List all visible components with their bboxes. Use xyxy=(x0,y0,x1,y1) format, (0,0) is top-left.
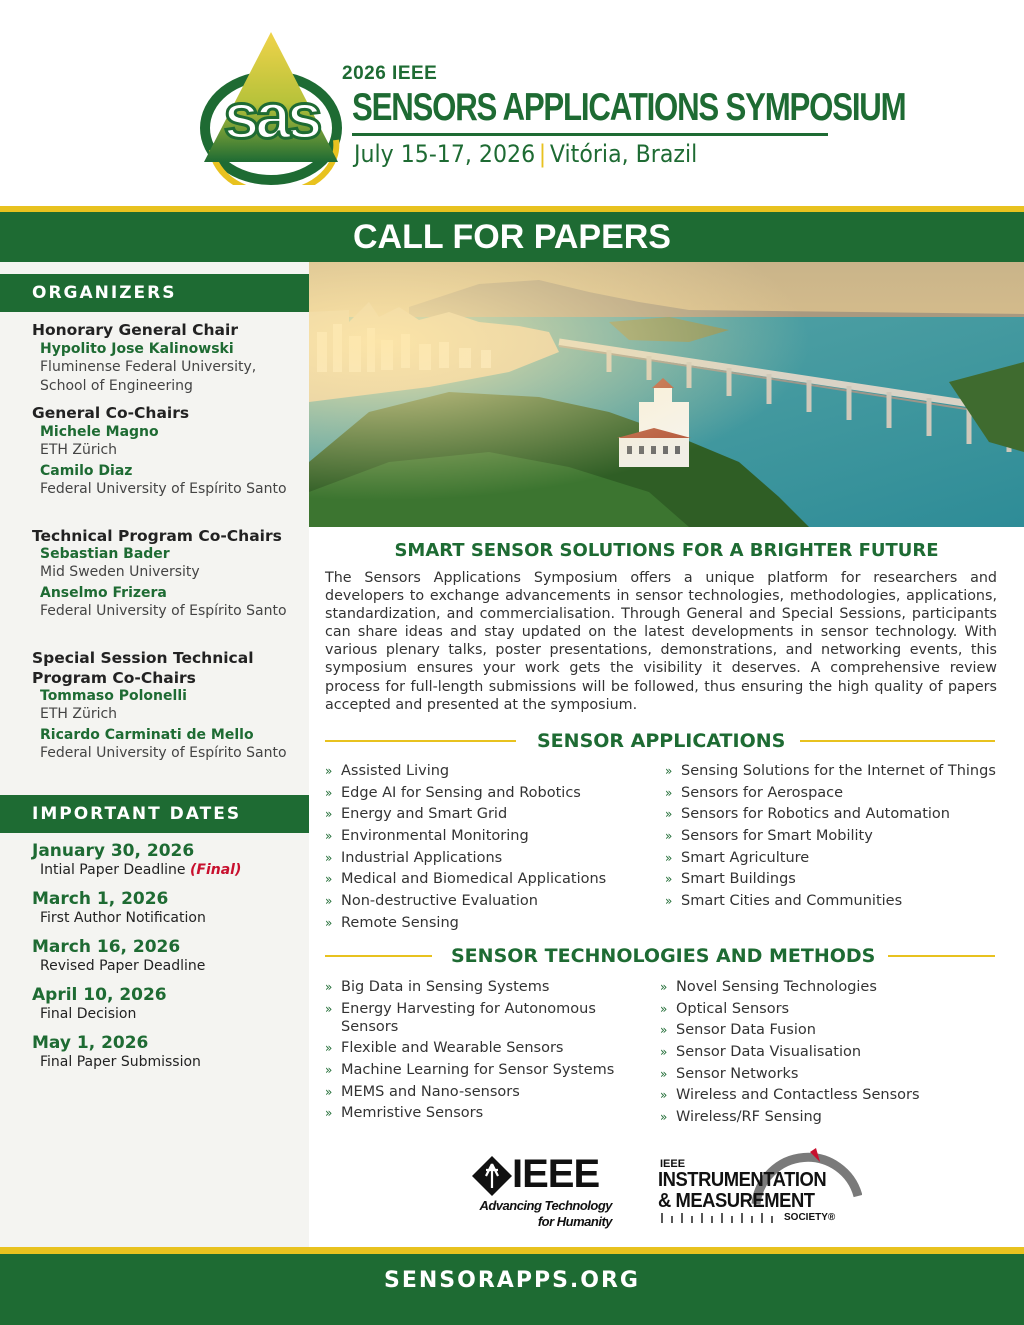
organizer-affiliation: Federal University of Espírito Santo xyxy=(40,603,287,619)
ims-society-label: SOCIETY® xyxy=(784,1212,836,1223)
organizers-heading-label: ORGANIZERS xyxy=(32,283,177,303)
tagline: SMART SENSOR SOLUTIONS FOR A BRIGHTER FUTURE xyxy=(394,540,939,561)
list-item: » Sensing Solutions for the Internet of Things xyxy=(665,762,1015,780)
list-item: » Wireless/RF Sensing xyxy=(660,1108,1000,1126)
sensor-applications-title: SENSOR APPLICATIONS xyxy=(537,730,786,752)
organizer-name: Michele Magno xyxy=(40,424,159,440)
ims-society-logo xyxy=(658,1146,878,1231)
list-item: » Memristive Sensors xyxy=(325,1104,645,1122)
date-value: January 30, 2026 xyxy=(32,841,195,861)
sas-logo-icon xyxy=(196,30,346,185)
list-item: » Sensors for Robotics and Automation xyxy=(665,805,1015,823)
photo-illustration xyxy=(309,262,1024,527)
organizer-name: Camilo Diaz xyxy=(40,463,133,479)
ruler-ticks-icon xyxy=(660,1213,780,1223)
list-item: » Non-destructive Evaluation xyxy=(325,892,655,910)
section-divider-left xyxy=(325,955,432,957)
sidebar xyxy=(0,262,309,1247)
organizers-heading xyxy=(0,274,309,312)
date-description: Revised Paper Deadline xyxy=(40,958,206,974)
footer xyxy=(0,1254,1024,1325)
list-item: » Industrial Applications xyxy=(325,849,655,867)
organizer-name: Anselmo Frizera xyxy=(40,585,167,601)
organizer-name: Hypolito Jose Kalinowski xyxy=(40,341,234,357)
date-value: March 16, 2026 xyxy=(32,937,181,957)
header xyxy=(0,0,1024,206)
dates-separator: | xyxy=(538,140,547,168)
role-technical-program-co-chairs: Technical Program Co-Chairs xyxy=(32,527,282,545)
event-dates: July 15-17, 2026 xyxy=(354,140,536,168)
footer-gold-stripe xyxy=(0,1247,1024,1254)
list-item: » Optical Sensors xyxy=(660,1000,1000,1018)
list-item: » Assisted Living xyxy=(325,762,655,780)
organizer-name: Ricardo Carminati de Mello xyxy=(40,727,254,743)
organizer-affiliation: Federal University of Espírito Santo xyxy=(40,745,287,761)
date-description: Final Decision xyxy=(40,1006,137,1022)
event-location: Vitória, Brazil xyxy=(549,140,698,168)
date-label: Intial Paper Deadline xyxy=(40,862,186,878)
ieee-logo xyxy=(470,1152,620,1232)
list-item: » Sensor Data Visualisation xyxy=(660,1043,1000,1061)
list-item: » Remote Sensing xyxy=(325,914,655,932)
call-for-papers-banner xyxy=(0,212,1024,262)
section-divider-right xyxy=(800,740,995,742)
list-item: » Sensors for Aerospace xyxy=(665,784,1015,802)
list-item: » Flexible and Wearable Sensors xyxy=(325,1039,645,1057)
applications-list-right xyxy=(665,762,1015,914)
list-item: » Edge AI for Sensing and Robotics xyxy=(325,784,655,802)
organizer-affiliation: Federal University of Espírito Santo xyxy=(40,481,287,497)
symposium-year: 2026 IEEE xyxy=(342,63,438,84)
date-description xyxy=(40,862,241,878)
organizer-affiliation: ETH Zürich xyxy=(40,706,118,722)
sas-logo-text: sas xyxy=(223,80,319,152)
list-item: » Smart Agriculture xyxy=(665,849,1015,867)
date-description: Final Paper Submission xyxy=(40,1054,201,1070)
event-dates-location xyxy=(354,140,697,168)
date-value: March 1, 2026 xyxy=(32,889,169,909)
important-dates-heading xyxy=(0,795,309,833)
city-bridge-photo xyxy=(309,262,1024,527)
final-tag: (Final) xyxy=(189,862,242,878)
organizer-affiliation: ETH Zürich xyxy=(40,442,118,458)
date-description: First Author Notification xyxy=(40,910,206,926)
list-item: » Medical and Biomedical Applications xyxy=(325,870,655,888)
list-item: » Environmental Monitoring xyxy=(325,827,655,845)
sensor-technologies-title: SENSOR TECHNOLOGIES AND METHODS xyxy=(451,945,876,967)
list-item: » Big Data in Sensing Systems xyxy=(325,978,645,996)
title-rule xyxy=(352,133,828,136)
organizer-name: Sebastian Bader xyxy=(40,546,170,562)
applications-list-left xyxy=(325,762,655,936)
list-item: » MEMS and Nano-sensors xyxy=(325,1083,645,1101)
list-item: » Novel Sensing Technologies xyxy=(660,978,1000,996)
list-item: » Smart Buildings xyxy=(665,870,1015,888)
list-item: » Sensors for Smart Mobility xyxy=(665,827,1015,845)
ims-line1: INSTRUMENTATION xyxy=(658,1169,827,1191)
role-general-co-chairs: General Co-Chairs xyxy=(32,404,190,422)
section-divider-left xyxy=(325,740,516,742)
ims-line2: & MEASUREMENT xyxy=(658,1190,815,1212)
date-value: April 10, 2026 xyxy=(32,985,167,1005)
technologies-list-left xyxy=(325,978,645,1126)
list-item: » Sensor Data Fusion xyxy=(660,1021,1000,1039)
role-honorary-general-chair: Honorary General Chair xyxy=(32,321,238,339)
organizer-affiliation: Mid Sweden University xyxy=(40,564,200,580)
technologies-list-right xyxy=(660,978,1000,1130)
important-dates-heading-label: IMPORTANT DATES xyxy=(32,804,242,824)
list-item: » Wireless and Contactless Sensors xyxy=(660,1086,1000,1104)
ieee-slogan: Advancing Technology for Humanity xyxy=(479,1198,612,1229)
section-divider-right xyxy=(888,955,995,957)
list-item: » Smart Cities and Communities xyxy=(665,892,1015,910)
date-value: May 1, 2026 xyxy=(32,1033,149,1053)
role-special-session-co-chairs: Special Session Technical Program Co-Chairs xyxy=(32,649,254,687)
organizer-affiliation: Fluminense Federal University, School of Engineering xyxy=(40,359,257,394)
website-link[interactable]: SENSORAPPS.ORG xyxy=(384,1268,640,1293)
ieee-diamond-icon xyxy=(472,1156,512,1196)
intro-paragraph: The Sensors Applications Symposium offers a unique platform for researchers and developers to exchange advancements in sensor technologies, methodologies, applications, standardization, and commercialisation. Through General and Special Sessions, participants can share ideas and stay updated on the latest developments in sensor technology. With various plenary talks, poster presentations, demonstrations, and networking events, this symposium ensures your work gets the visibility it deserves. A comprehensive review process for full-length submissions will be followed, thus ensuring the high quality of papers accepted and presented at the symposium. xyxy=(325,570,997,713)
list-item: » Energy Harvesting for Autonomous Sensors xyxy=(325,1000,615,1036)
list-item: » Sensor Networks xyxy=(660,1065,1000,1083)
list-item: » Energy and Smart Grid xyxy=(325,805,655,823)
ims-ieee-label: IEEE xyxy=(660,1158,686,1170)
banner-title: CALL FOR PAPERS xyxy=(353,218,671,256)
organizer-name: Tommaso Polonelli xyxy=(40,688,187,704)
list-item: » Machine Learning for Sensor Systems xyxy=(325,1061,645,1079)
ieee-wordmark: IEEE xyxy=(512,1152,600,1196)
symposium-title: SENSORS APPLICATIONS SYMPOSIUM xyxy=(352,86,906,129)
